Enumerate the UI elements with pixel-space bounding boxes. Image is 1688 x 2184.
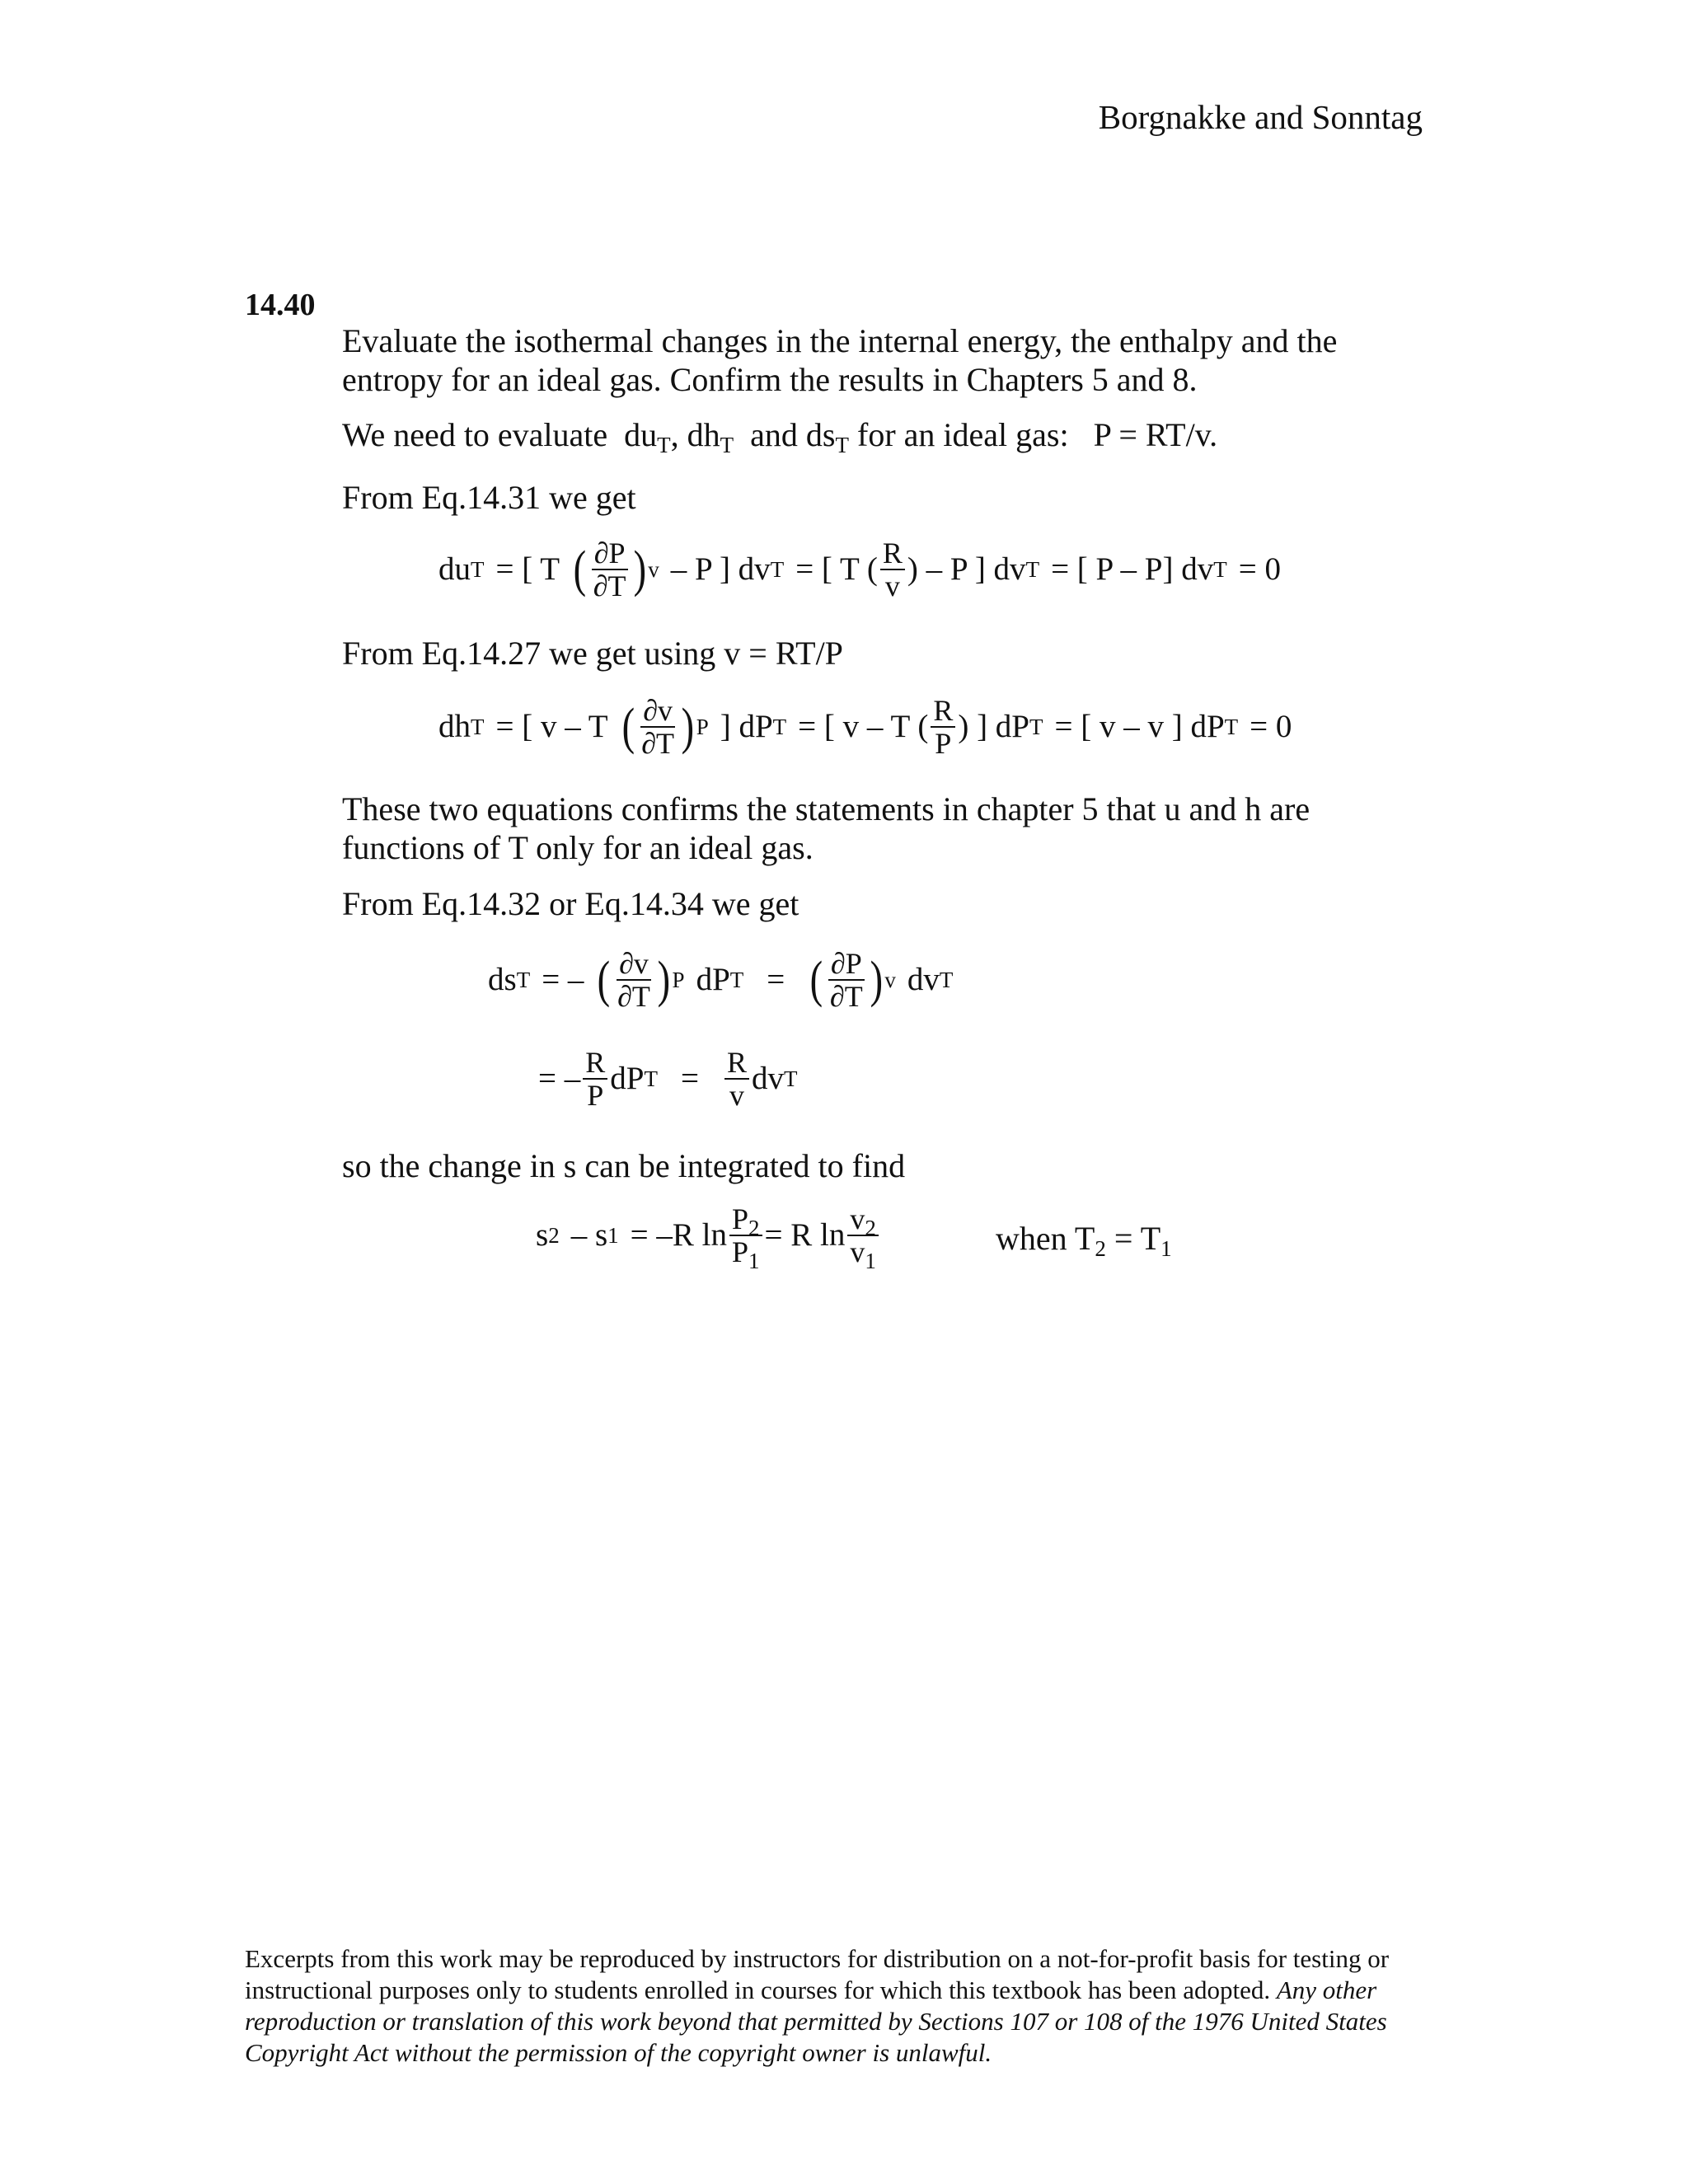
from-eq-14-31: From Eq.14.31 we get bbox=[342, 479, 636, 516]
ds-equation-derivatives: ds T = – ( $\frac{\partial v}{\partial T}$ ) P dP T = ( $\frac{\partial P}{\partial T}$ ) v dv T bbox=[488, 947, 954, 1013]
copyright-notice-normal: Excerpts from this work may be reproduced by instructors for distribution on a not-for-profit basis for testing or instructional purposes only to students enrolled in courses for which this textbook has been adopted. bbox=[245, 1944, 1390, 2004]
problem-number: 14.40 bbox=[245, 288, 316, 322]
isothermal-condition: when $T_2 = T_1$ bbox=[996, 1220, 1172, 1261]
need-evaluate-line: We need to evaluate $du_T$, $dh_T$ and $ds_T$ for an ideal gas: P = RT/v. bbox=[342, 416, 1218, 457]
confirm-line1: These two equations confirms the statements in chapter 5 that u and h are bbox=[342, 790, 1311, 827]
du-equation: du T = [ T ( $\frac{\partial P}{\partial T}$ ) v – P ] dv T = [ T ( $\frac{R}{v}$ ) – P ] dv T = [ P – P] dv T = 0 bbox=[438, 537, 1281, 602]
copyright-notice bbox=[245, 1943, 1481, 2069]
problem-statement-line2: entropy for an ideal gas. Confirm the results in Chapters 5 and 8. bbox=[342, 361, 1198, 398]
from-eq-14-32: From Eq.14.32 or Eq.14.34 we get bbox=[342, 885, 799, 922]
confirm-line2: functions of T only for an ideal gas. bbox=[342, 829, 814, 866]
ds-equation-ideal-gas: = – $\frac{R}{P}$ dP T = $\frac{R}{v}$ dv T bbox=[538, 1046, 798, 1112]
problem-statement-line1: Evaluate the isothermal changes in the internal energy, the enthalpy and the bbox=[342, 322, 1338, 359]
header-authors: Borgnakke and Sonntag bbox=[1098, 98, 1423, 136]
entropy-change-equation: s 2 – s 1 = –R ln $\frac{P_2}{P_1}$ = R ln $\frac{v_2}{v_1}$ bbox=[536, 1203, 881, 1268]
integrate-text: so the change in s can be integrated to find bbox=[342, 1147, 906, 1184]
copyright-notice-italic: Any other reproduction or translation of this work beyond that permitted by Sections 107 or 108 of the 1976 United States Copyright Act without the permission of the copyright owner is unlawful. bbox=[245, 1975, 1387, 2067]
dh-equation: dh T = [ v – T ( $\frac{\partial v}{\partial T}$ ) P ] dP T = [ v – T ( $\frac{R}{P}$ ) ] dP T = [ v – v ] dP T = 0 bbox=[438, 694, 1292, 760]
from-eq-14-27: From Eq.14.27 we get using v = RT/P bbox=[342, 635, 843, 672]
